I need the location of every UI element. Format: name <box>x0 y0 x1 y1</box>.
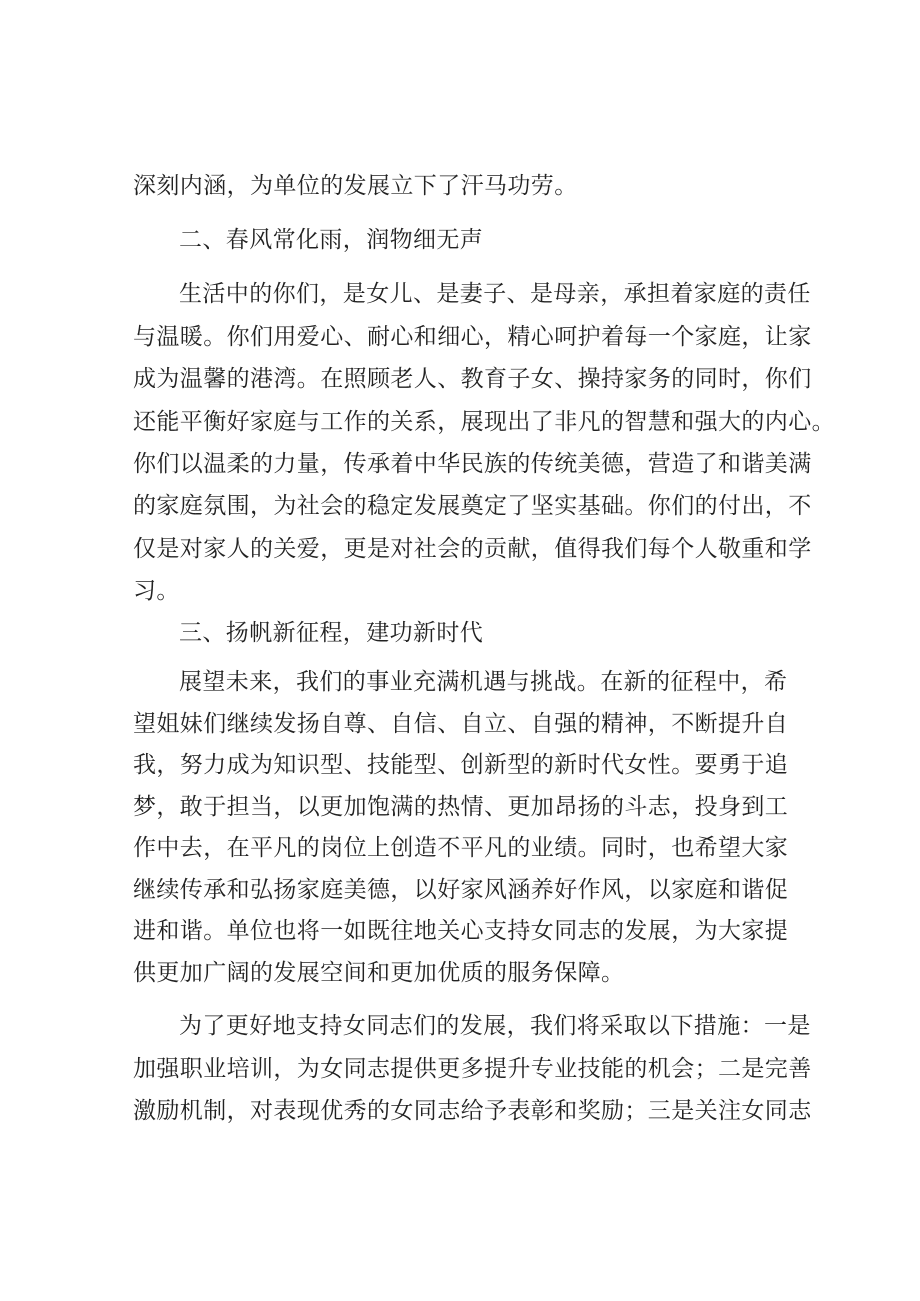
body-text-line: 生活中的你们，是女儿、是妻子、是母亲，承担着家庭的责任 <box>179 281 811 307</box>
body-text-line: 的家庭氛围，为社会的稳定发展奠定了坚实基础。你们的付出，不 <box>133 493 812 519</box>
body-text-line: 为了更好地支持女同志们的发展，我们将采取以下措施：一是 <box>179 1013 811 1039</box>
body-text-line: 成为温馨的港湾。在照顾老人、教育子女、操持家务的同时，你们 <box>133 366 812 392</box>
body-text-line: 作中去，在平凡的岗位上创造不平凡的业绩。同时，也希望大家 <box>133 835 789 861</box>
body-text-line: 梦，敢于担当，以更加饱满的热情、更加昂扬的斗志，投身到工 <box>133 794 789 820</box>
body-text-line: 习。 <box>133 578 180 604</box>
body-text-line: 加强职业培训，为女同志提供更多提升专业技能的机会；二是完善 <box>133 1056 812 1082</box>
section-heading-2: 二、春风常化雨，润物细无声 <box>179 227 484 253</box>
body-text-line: 展望未来，我们的事业充满机遇与挑战。在新的征程中，希 <box>179 669 788 695</box>
section-heading-3: 三、扬帆新征程，建功新时代 <box>179 620 484 646</box>
body-text-line: 深刻内涵，为单位的发展立下了汗马功劳。 <box>133 173 578 199</box>
body-text-line: 我，努力成为知识型、技能型、创新型的新时代女性。要勇于追 <box>133 752 789 778</box>
body-text-line: 供更加广阔的发展空间和更加优质的服务保障。 <box>133 960 625 986</box>
body-text-line: 继续传承和弘扬家庭美德，以好家风涵养好作风，以家庭和谐促 <box>133 877 789 903</box>
body-text-line: 激励机制，对表现优秀的女同志给予表彰和奖励；三是关注女同志 <box>133 1098 812 1124</box>
body-text-line: 望姐妹们继续发扬自尊、自信、自立、自强的精神，不断提升自 <box>133 711 789 737</box>
body-text-line: 仅是对家人的关爱，更是对社会的贡献，值得我们每个人敬重和学 <box>133 536 812 562</box>
body-text-line: 还能平衡好家庭与工作的关系，展现出了非凡的智慧和强大的内心。 <box>133 409 835 435</box>
body-text-line: 进和谐。单位也将一如既往地关心支持女同志的发展，为大家提 <box>133 918 789 944</box>
body-text-line: 你们以温柔的力量，传承着中华民族的传统美德，营造了和谐美满 <box>133 451 812 477</box>
body-text-line: 与温暖。你们用爱心、耐心和细心，精心呵护着每一个家庭，让家 <box>133 324 812 350</box>
